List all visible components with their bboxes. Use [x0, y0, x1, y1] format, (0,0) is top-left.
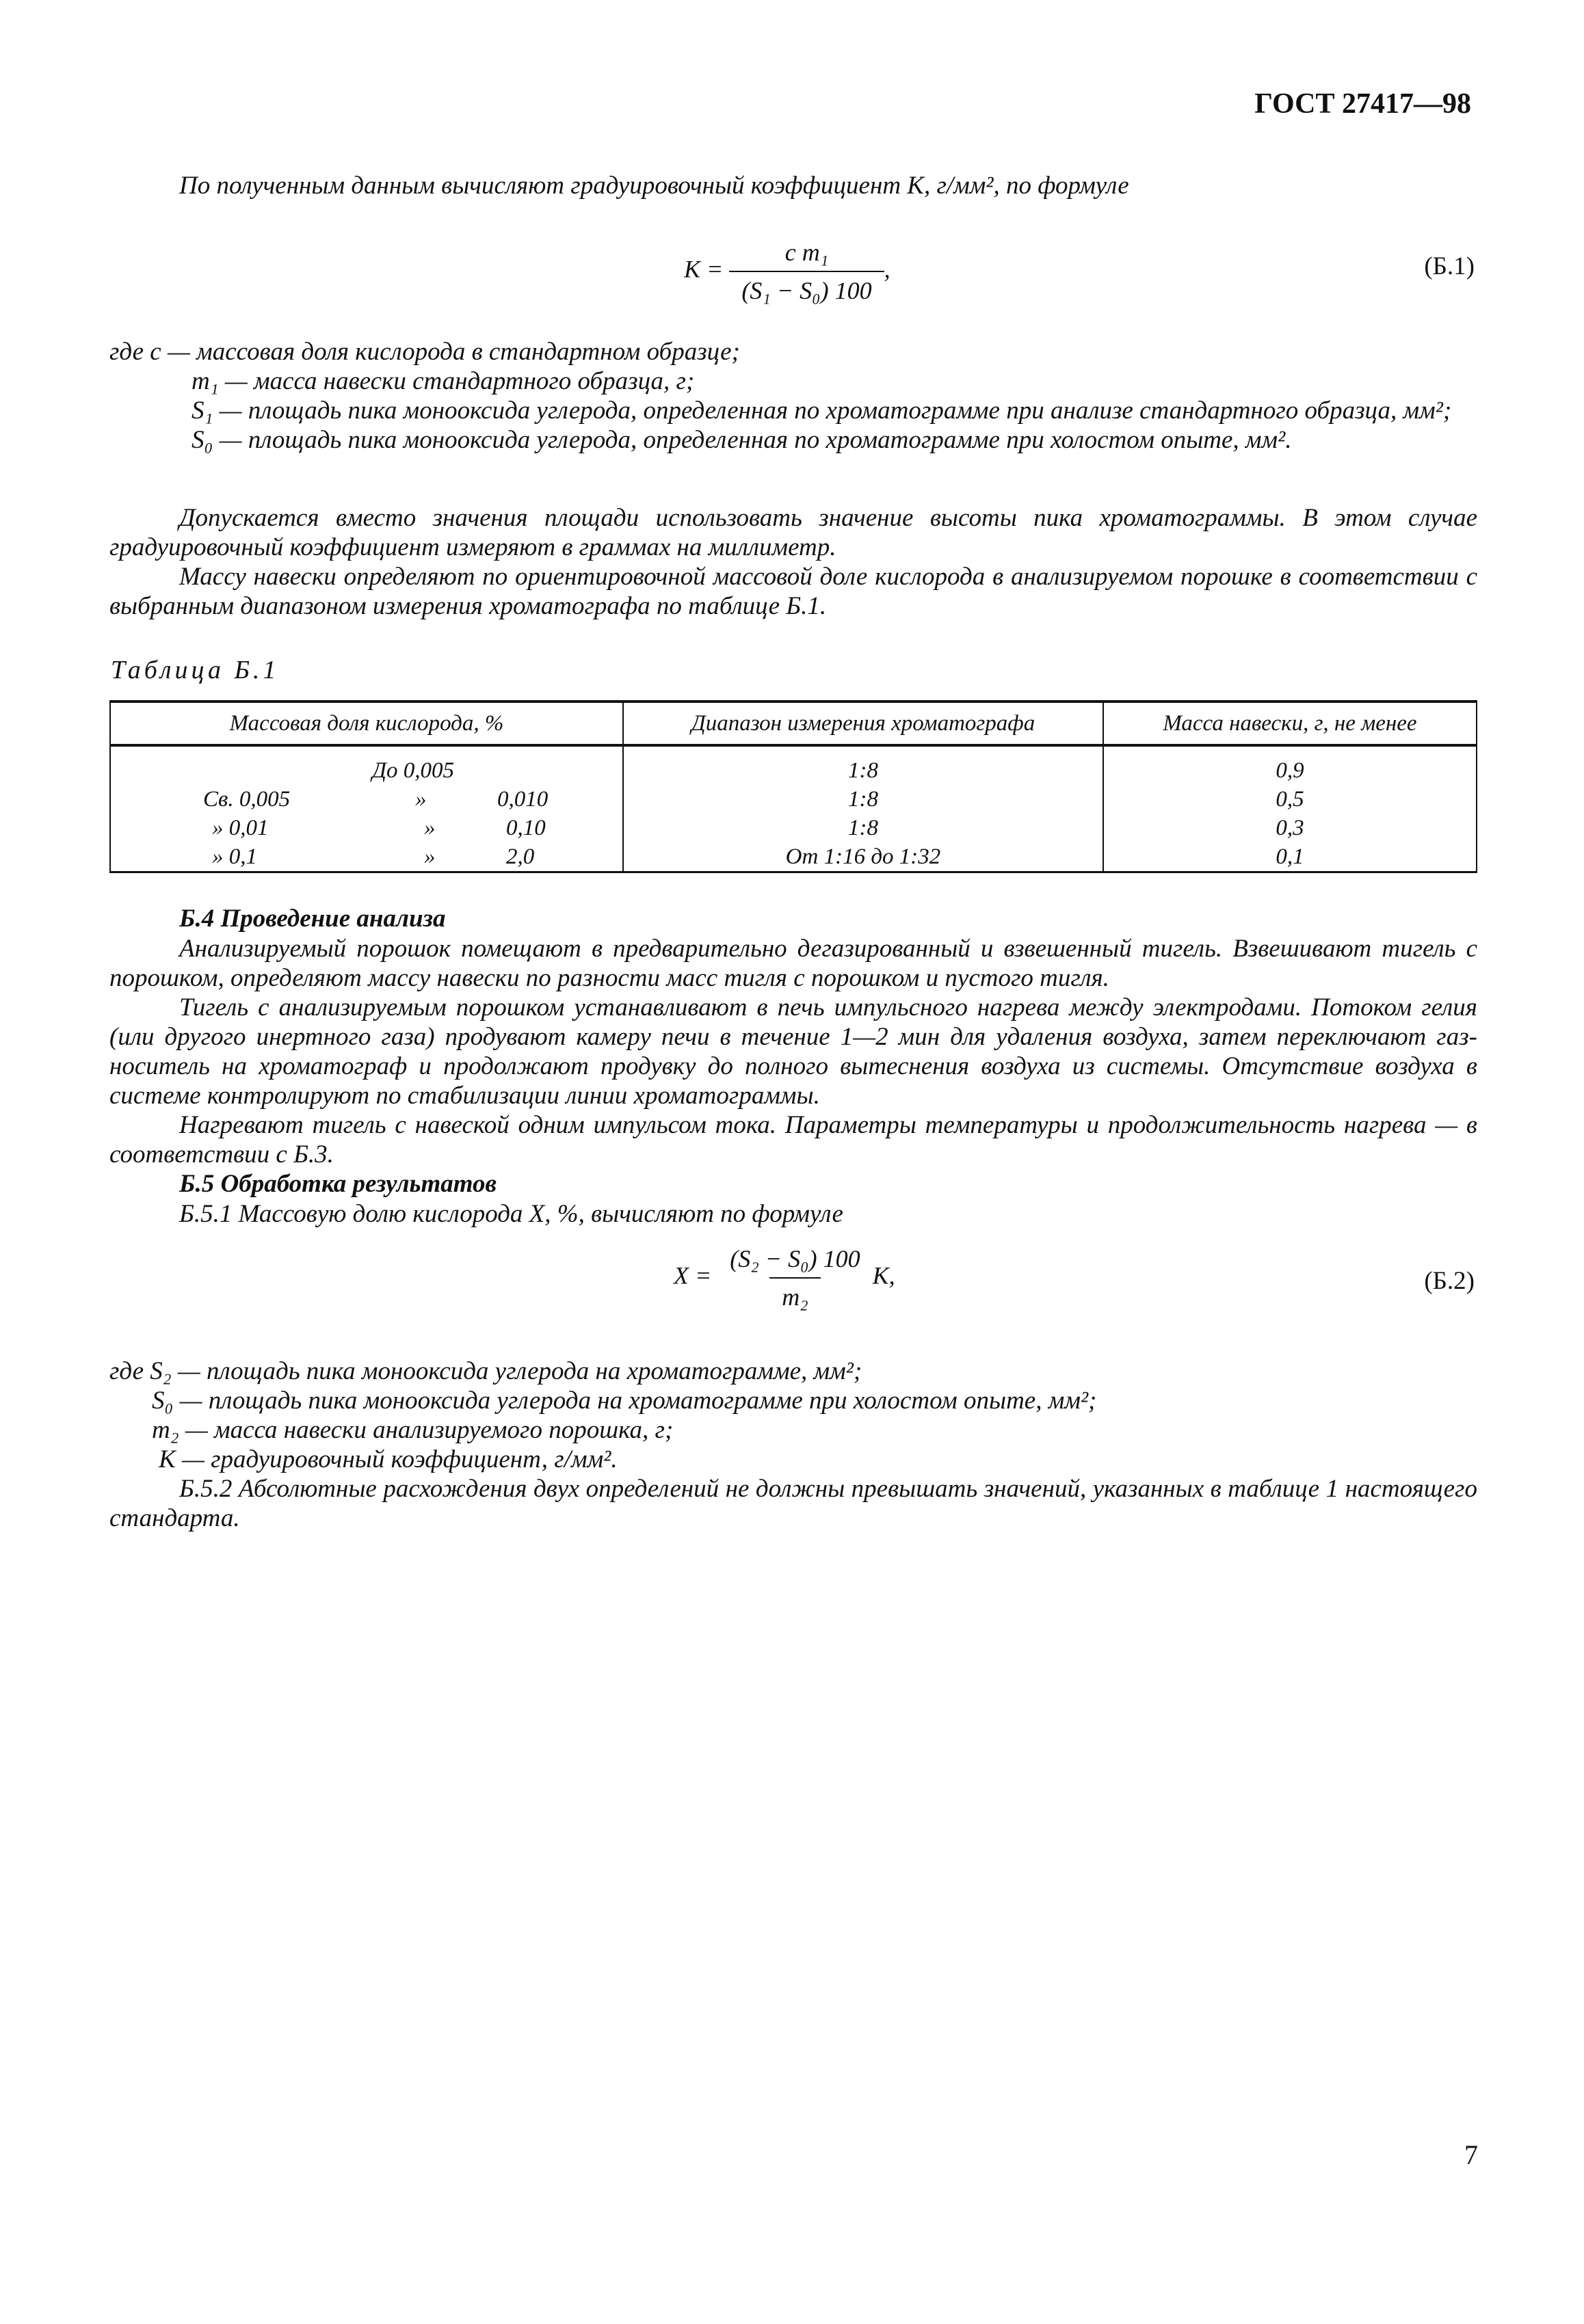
page-number: 7 — [1464, 2139, 1478, 2170]
section-b4-paragraph-2: Тигель с анализируемым порошком устанавливают в печь импульсного нагрева между электродами. Потоком гелия (или другого инертного газа) продувают камеру печи в течение 1—2 мин для удаления воздуха, затем переключают газ-носитель на хроматограф и продолжают продувку до полного вытеснения воздуха из системы. Отсутствие воздуха в системе контролируют по стабилизации линии хроматограммы. — [109, 993, 1477, 1110]
cell-range: От 1:16 до 1:32 — [623, 842, 1103, 872]
def-k — [109, 1445, 1477, 1474]
table-caption: Таблица Б.1 — [111, 656, 280, 684]
table-header-mass: Масса навески, г, не менее — [1103, 702, 1477, 745]
def-k-symbol: K — [159, 1445, 176, 1473]
def-s0-b2-text: — площадь пика монооксида углерода на хроматограмме при холостом опыте, мм²; — [179, 1387, 1097, 1415]
def-m1-text: — масса навески стандартного образца, г; — [224, 367, 695, 395]
cell-mass: 0,3 — [1103, 814, 1477, 842]
document-header-code: ГОСТ 27417—98 — [1254, 88, 1471, 120]
def-c — [109, 337, 1477, 366]
formula-b2-denominator: m₂ — [769, 1277, 821, 1311]
formula-b2-number: (Б.2) — [1424, 1267, 1475, 1295]
section-b4-paragraph-3: Нагревают тигель с навеской одним импульсом тока. Параметры температуры и продолжительность нагрева — в соответствии с Б.3. — [109, 1111, 1477, 1168]
def-s0 — [109, 425, 1477, 455]
table-row — [110, 842, 1477, 872]
formula-b2-numerator: (S₂ − S₀) 100 — [730, 1245, 860, 1272]
paragraph-mass: Массу навески определяют по ориентировочной массовой доле кислорода в анализируемом порошке в соответствии с выбранным диапазоном измерения хроматографа по таблице Б.1. — [109, 563, 1477, 620]
cell-oxygen-from: » 0,1 — [212, 844, 257, 869]
table-header-row — [110, 702, 1477, 745]
intro-paragraph: По полученным данным вычисляют градуировочный коэффициент K, г/мм², по формуле — [179, 172, 1129, 200]
def-m2-text: — масса навески анализируемого порошка, г; — [185, 1416, 674, 1444]
cell-range: 1:8 — [623, 745, 1103, 785]
formula-b2 — [674, 1244, 895, 1311]
def-s1-symbol: S₁ — [192, 397, 213, 425]
def-s1 — [109, 396, 1477, 425]
formula-b1 — [684, 238, 890, 305]
definitions-b2 — [109, 1357, 1477, 1474]
def-s2 — [109, 1357, 1477, 1386]
section-b4-paragraph-1: Анализируемый порошок помещают в предварительно дегазированный и взвешенный тигель. Взвешивают тигель с порошком, определяют массу навески по разности масс тигля с порошком и пустого тигля. — [109, 935, 1477, 992]
def-m1-symbol: m₁ — [192, 367, 219, 395]
cell-oxygen-sep: » — [424, 844, 436, 869]
table-b1 — [109, 700, 1477, 873]
def-s0-symbol: S₀ — [192, 426, 213, 454]
cell-oxygen-from: Св. 0,005 — [203, 787, 291, 812]
formula-b1-lhs: K = — [684, 255, 724, 283]
def-s1-text: — площадь пика монооксида углерода, определенная по хроматограмме при анализе стандартного образца, мм²; — [219, 397, 1452, 425]
def-s2-symbol: где S₂ — [109, 1357, 172, 1385]
cell-oxygen-from: » 0,01 — [212, 816, 269, 840]
cell-mass: 0,9 — [1103, 745, 1477, 785]
formula-b1-fraction — [729, 238, 884, 305]
table-row — [110, 814, 1477, 842]
table-row — [110, 785, 1477, 814]
cell-range: 1:8 — [623, 814, 1103, 842]
section-b4-title: Б.4 Проведение анализа — [179, 905, 446, 933]
def-m2-symbol: m₂ — [152, 1416, 179, 1444]
def-s2-text: — площадь пика монооксида углерода на хроматограмме, мм²; — [177, 1357, 862, 1385]
paragraph-b52: Б.5.2 Абсолютные расхождения двух определений не должны превышать значений, указанных в таблице 1 настоящего стандарта. — [109, 1475, 1477, 1532]
def-k-text: — градуировочный коэффициент, г/мм². — [181, 1445, 618, 1473]
cell-oxygen-to: 2,0 — [506, 844, 535, 869]
table-header-oxygen: Массовая доля кислорода, % — [110, 702, 623, 745]
def-s0-b2 — [109, 1386, 1477, 1415]
def-s0-b2-symbol: S₀ — [152, 1387, 174, 1415]
formula-b2-trail: K, — [872, 1261, 895, 1290]
cell-oxygen-to: 0,010 — [497, 787, 549, 812]
def-c-symbol: где c — [109, 338, 161, 366]
paragraph-allowed: Допускается вместо значения площади использовать значение высоты пика хроматограммы. В этом случае градуировочный коэффициент измеряют в граммах на миллиметр. — [109, 504, 1477, 561]
formula-b2-lhs: X = — [674, 1261, 712, 1290]
formula-b2-fraction — [717, 1244, 872, 1311]
section-b5-title: Б.5 Обработка результатов — [179, 1170, 497, 1198]
cell-oxygen-sep: » — [415, 787, 427, 812]
table-row — [110, 745, 1477, 785]
cell-oxygen-sep: До 0,005 — [372, 758, 454, 783]
def-s0-text: — площадь пика монооксида углерода, определенная по хроматограмме при холостом опыте, мм². — [219, 426, 1292, 454]
formula-b1-denominator: (S₁ − S₀) 100 — [729, 271, 884, 305]
def-m2 — [109, 1415, 1477, 1445]
formula-b1-numerator: c m₁ — [784, 239, 829, 266]
formula-b1-number: (Б.1) — [1424, 252, 1475, 280]
cell-oxygen-sep: » — [424, 816, 436, 840]
formula-b1-trail: , — [884, 255, 890, 283]
definitions-b1 — [109, 337, 1477, 455]
def-c-text: — массовая доля кислорода в стандартном образце; — [167, 338, 740, 366]
table-header-range: Диапазон измерения хроматографа — [623, 702, 1103, 745]
cell-range: 1:8 — [623, 785, 1103, 814]
cell-mass: 0,5 — [1103, 785, 1477, 814]
cell-mass: 0,1 — [1103, 842, 1477, 872]
def-m1 — [109, 366, 1477, 396]
cell-oxygen-to: 0,10 — [506, 816, 546, 840]
section-b5-paragraph-1: Б.5.1 Массовую долю кислорода X, %, вычисляют по формуле — [179, 1200, 843, 1228]
